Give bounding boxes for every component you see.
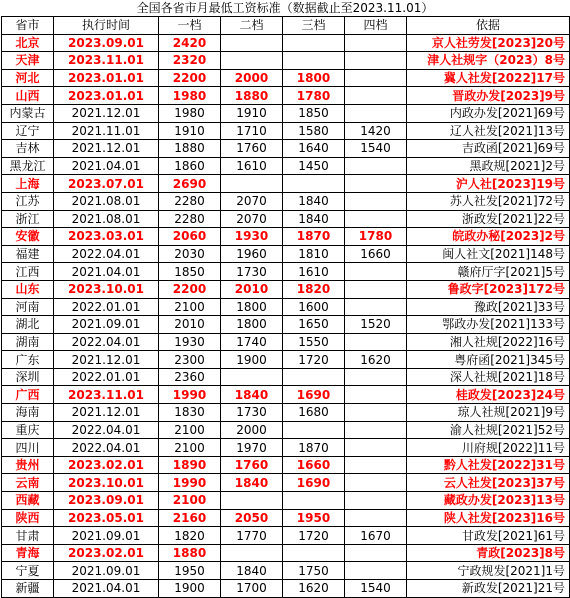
table-row	[2, 351, 570, 369]
cell-tier-1: 1950	[159, 562, 221, 580]
cell-basis: 陕人社发[2023]16号	[407, 509, 570, 527]
cell-basis: 粤府函[2021]345号	[407, 351, 570, 369]
cell-date: 2021.12.01	[54, 404, 159, 422]
cell-tier-4	[345, 404, 407, 422]
cell-basis: 川府规[2022]11号	[407, 439, 570, 457]
cell-tier-2	[221, 368, 283, 386]
cell-date: 2022.01.01	[54, 368, 159, 386]
cell-tier-2: 1730	[221, 404, 283, 422]
cell-tier-3: 1840	[283, 192, 345, 210]
cell-date: 2023.11.01	[54, 52, 159, 70]
cell-date: 2023.02.01	[54, 544, 159, 562]
cell-basis: 宁政规发[2021]1号	[407, 562, 570, 580]
cell-basis: 甘政发[2021]61号	[407, 527, 570, 545]
cell-tier-3: 1690	[283, 386, 345, 404]
cell-date: 2022.04.01	[54, 245, 159, 263]
cell-province: 甘肃	[2, 527, 54, 545]
cell-tier-2: 1880	[221, 87, 283, 105]
cell-basis: 吉政函[2021]69号	[407, 140, 570, 158]
cell-basis: 黑政规[2021]2号	[407, 157, 570, 175]
cell-tier-3: 1780	[283, 87, 345, 105]
cell-tier-1: 2030	[159, 245, 221, 263]
cell-date: 2023.09.01	[54, 492, 159, 510]
cell-tier-3: 1550	[283, 333, 345, 351]
cell-tier-2: 1840	[221, 562, 283, 580]
sheet-title: 全国各省市月最低工资标准（数据截止至2023.11.01）	[136, 1, 434, 15]
cell-province: 安徽	[2, 228, 54, 246]
cell-date: 2021.04.01	[54, 157, 159, 175]
cell-tier-1: 2100	[159, 421, 221, 439]
cell-tier-1: 1850	[159, 263, 221, 281]
cell-basis: 辽人社发[2021]13号	[407, 122, 570, 140]
cell-tier-1: 2100	[159, 439, 221, 457]
cell-basis: 皖政办秘[2023]2号	[407, 228, 570, 246]
cell-tier-4	[345, 52, 407, 70]
cell-tier-4: 1670	[345, 527, 407, 545]
cell-tier-1: 2280	[159, 192, 221, 210]
cell-tier-3: 1870	[283, 228, 345, 246]
cell-date: 2021.08.01	[54, 192, 159, 210]
cell-tier-1: 1990	[159, 474, 221, 492]
cell-basis: 桂政发[2023]24号	[407, 386, 570, 404]
cell-tier-4: 1540	[345, 140, 407, 158]
header-row	[2, 17, 570, 35]
cell-date: 2022.01.01	[54, 298, 159, 316]
cell-tier-2: 2000	[221, 69, 283, 87]
table-row	[2, 245, 570, 263]
cell-tier-4	[345, 333, 407, 351]
cell-tier-4	[345, 421, 407, 439]
cell-tier-2: 2000	[221, 421, 283, 439]
cell-tier-4	[345, 456, 407, 474]
cell-province: 云南	[2, 474, 54, 492]
cell-date: 2021.12.01	[54, 140, 159, 158]
cell-date: 2021.09.01	[54, 562, 159, 580]
cell-tier-3: 1820	[283, 280, 345, 298]
cell-tier-3: 1620	[283, 580, 345, 598]
cell-tier-4: 1540	[345, 580, 407, 598]
cell-province: 西藏	[2, 492, 54, 510]
cell-date: 2023.01.01	[54, 69, 159, 87]
cell-tier-4: 1660	[345, 245, 407, 263]
table-row	[2, 562, 570, 580]
cell-date: 2023.05.01	[54, 509, 159, 527]
header-date: 执行时间	[54, 17, 159, 35]
cell-basis: 赣府厅字[2021]5号	[407, 263, 570, 281]
cell-basis: 豫政[2021]33号	[407, 298, 570, 316]
cell-tier-1: 2100	[159, 298, 221, 316]
cell-tier-2	[221, 34, 283, 52]
cell-tier-4	[345, 87, 407, 105]
cell-tier-1: 2010	[159, 316, 221, 334]
cell-tier-1: 2360	[159, 368, 221, 386]
cell-tier-2: 1740	[221, 333, 283, 351]
cell-tier-4	[345, 492, 407, 510]
table-row	[2, 439, 570, 457]
cell-tier-4	[345, 298, 407, 316]
cell-province: 江苏	[2, 192, 54, 210]
table-row	[2, 580, 570, 598]
cell-tier-3: 1850	[283, 104, 345, 122]
cell-date: 2023.09.01	[54, 34, 159, 52]
table-row	[2, 34, 570, 52]
cell-province: 福建	[2, 245, 54, 263]
cell-tier-3: 1840	[283, 210, 345, 228]
cell-tier-2	[221, 175, 283, 193]
cell-province: 江西	[2, 263, 54, 281]
cell-tier-2: 1770	[221, 527, 283, 545]
cell-basis: 云人社发[2023]37号	[407, 474, 570, 492]
cell-tier-4	[345, 439, 407, 457]
cell-date: 2021.12.01	[54, 104, 159, 122]
cell-tier-4: 1780	[345, 228, 407, 246]
cell-date: 2023.07.01	[54, 175, 159, 193]
cell-tier-4	[345, 34, 407, 52]
cell-basis: 浙政发[2021]22号	[407, 210, 570, 228]
cell-tier-3: 1720	[283, 527, 345, 545]
cell-tier-4	[345, 210, 407, 228]
cell-date: 2023.11.01	[54, 386, 159, 404]
cell-tier-1: 1980	[159, 87, 221, 105]
header-tier-4: 四档	[345, 17, 407, 35]
header-tier-1: 一档	[159, 17, 221, 35]
cell-tier-1: 2160	[159, 509, 221, 527]
cell-tier-2: 1900	[221, 351, 283, 369]
cell-province: 新疆	[2, 580, 54, 598]
cell-basis: 苏人社发[2021]72号	[407, 192, 570, 210]
cell-province: 重庆	[2, 421, 54, 439]
cell-tier-2: 2010	[221, 280, 283, 298]
cell-tier-2: 1800	[221, 298, 283, 316]
cell-tier-2: 1730	[221, 263, 283, 281]
cell-date: 2021.04.01	[54, 263, 159, 281]
cell-province: 山东	[2, 280, 54, 298]
cell-tier-2: 1760	[221, 140, 283, 158]
cell-tier-4	[345, 104, 407, 122]
cell-tier-3: 1650	[283, 316, 345, 334]
table-row	[2, 87, 570, 105]
cell-tier-2: 1960	[221, 245, 283, 263]
table-row	[2, 192, 570, 210]
cell-date: 2023.02.01	[54, 456, 159, 474]
cell-tier-3	[283, 492, 345, 510]
table-row	[2, 333, 570, 351]
cell-tier-1: 2200	[159, 69, 221, 87]
cell-tier-1: 1830	[159, 404, 221, 422]
cell-basis: 京人社劳发[2023]20号	[407, 34, 570, 52]
cell-tier-2: 1760	[221, 456, 283, 474]
cell-province: 湖南	[2, 333, 54, 351]
cell-province: 四川	[2, 439, 54, 457]
cell-basis: 冀人社发[2022]17号	[407, 69, 570, 87]
cell-tier-2	[221, 544, 283, 562]
cell-tier-2: 1610	[221, 157, 283, 175]
cell-province: 贵州	[2, 456, 54, 474]
cell-province: 陕西	[2, 509, 54, 527]
cell-tier-3: 1610	[283, 263, 345, 281]
cell-basis: 渝人社规[2021]52号	[407, 421, 570, 439]
table-row	[2, 492, 570, 510]
cell-tier-1: 1860	[159, 157, 221, 175]
table-row	[2, 316, 570, 334]
table-row	[2, 404, 570, 422]
cell-tier-4	[345, 157, 407, 175]
cell-province: 内蒙古	[2, 104, 54, 122]
cell-date: 2023.03.01	[54, 228, 159, 246]
cell-basis: 新政发[2021]21号	[407, 580, 570, 598]
cell-province: 深圳	[2, 368, 54, 386]
cell-basis: 鲁政字[2023]172号	[407, 280, 570, 298]
cell-basis: 黔人社发[2022]31号	[407, 456, 570, 474]
cell-province: 黑龙江	[2, 157, 54, 175]
cell-basis: 琼人社规[2021]9号	[407, 404, 570, 422]
cell-basis: 鄂政办发[2021]133号	[407, 316, 570, 334]
cell-tier-4	[345, 175, 407, 193]
cell-province: 广东	[2, 351, 54, 369]
cell-tier-1: 1990	[159, 386, 221, 404]
cell-province: 河南	[2, 298, 54, 316]
cell-province: 宁夏	[2, 562, 54, 580]
cell-tier-4	[345, 544, 407, 562]
cell-date: 2023.10.01	[54, 280, 159, 298]
cell-tier-3	[283, 175, 345, 193]
cell-tier-4	[345, 562, 407, 580]
cell-province: 天津	[2, 52, 54, 70]
cell-province: 北京	[2, 34, 54, 52]
cell-tier-3: 1800	[283, 69, 345, 87]
table-row	[2, 474, 570, 492]
cell-basis: 沪人社[2023]19号	[407, 175, 570, 193]
cell-tier-4	[345, 192, 407, 210]
cell-tier-4: 1620	[345, 351, 407, 369]
cell-province: 辽宁	[2, 122, 54, 140]
cell-tier-3	[283, 34, 345, 52]
cell-tier-1: 2690	[159, 175, 221, 193]
cell-tier-3: 1950	[283, 509, 345, 527]
cell-date: 2021.11.01	[54, 122, 159, 140]
cell-basis: 津人社规字（2023）8号	[407, 52, 570, 70]
cell-tier-4	[345, 509, 407, 527]
cell-tier-1: 2300	[159, 351, 221, 369]
cell-tier-1: 1980	[159, 104, 221, 122]
cell-tier-3: 1750	[283, 562, 345, 580]
table-row	[2, 527, 570, 545]
cell-tier-1: 2320	[159, 52, 221, 70]
cell-date: 2022.04.01	[54, 421, 159, 439]
cell-tier-1: 1880	[159, 140, 221, 158]
cell-tier-2: 1970	[221, 439, 283, 457]
cell-date: 2021.08.01	[54, 210, 159, 228]
cell-tier-1: 2060	[159, 228, 221, 246]
cell-province: 海南	[2, 404, 54, 422]
table-row	[2, 421, 570, 439]
header-basis: 依据	[407, 17, 570, 35]
cell-date: 2021.12.01	[54, 351, 159, 369]
table-row	[2, 368, 570, 386]
cell-tier-2: 1710	[221, 122, 283, 140]
cell-basis: 深人社规[2021]18号	[407, 368, 570, 386]
table-row	[2, 175, 570, 193]
cell-date: 2023.10.01	[54, 474, 159, 492]
cell-date: 2022.04.01	[54, 333, 159, 351]
table-row	[2, 509, 570, 527]
table-row	[2, 280, 570, 298]
cell-tier-3: 1600	[283, 298, 345, 316]
header-province: 省市	[2, 17, 54, 35]
cell-tier-1: 2420	[159, 34, 221, 52]
cell-tier-2: 1910	[221, 104, 283, 122]
wage-sheet	[1, 1, 569, 596]
cell-tier-2: 1700	[221, 580, 283, 598]
cell-tier-3	[283, 421, 345, 439]
cell-tier-3: 1450	[283, 157, 345, 175]
cell-tier-3	[283, 544, 345, 562]
cell-basis: 青政[2023]8号	[407, 544, 570, 562]
cell-tier-2: 1840	[221, 386, 283, 404]
table-row	[2, 140, 570, 158]
cell-date: 2023.01.01	[54, 87, 159, 105]
table-row	[2, 104, 570, 122]
cell-date: 2021.04.01	[54, 580, 159, 598]
cell-tier-2: 2070	[221, 192, 283, 210]
cell-tier-3: 1690	[283, 474, 345, 492]
cell-province: 上海	[2, 175, 54, 193]
cell-tier-1: 2100	[159, 492, 221, 510]
cell-tier-1: 1910	[159, 122, 221, 140]
header-tier-3: 三档	[283, 17, 345, 35]
cell-tier-2	[221, 492, 283, 510]
cell-tier-2: 1930	[221, 228, 283, 246]
cell-tier-4	[345, 474, 407, 492]
cell-tier-4	[345, 263, 407, 281]
cell-province: 广西	[2, 386, 54, 404]
cell-tier-1: 2280	[159, 210, 221, 228]
table-row	[2, 263, 570, 281]
cell-tier-4	[345, 69, 407, 87]
cell-province: 青海	[2, 544, 54, 562]
cell-tier-2: 1800	[221, 316, 283, 334]
cell-province: 吉林	[2, 140, 54, 158]
cell-tier-4: 1420	[345, 122, 407, 140]
wage-table	[1, 16, 570, 598]
cell-tier-4	[345, 368, 407, 386]
cell-tier-3: 1810	[283, 245, 345, 263]
cell-tier-1: 1820	[159, 527, 221, 545]
table-row	[2, 122, 570, 140]
cell-tier-1: 2200	[159, 280, 221, 298]
cell-province: 湖北	[2, 316, 54, 334]
cell-province: 河北	[2, 69, 54, 87]
cell-tier-1: 1930	[159, 333, 221, 351]
cell-tier-2: 2070	[221, 210, 283, 228]
cell-date: 2021.09.01	[54, 316, 159, 334]
cell-tier-3: 1640	[283, 140, 345, 158]
cell-tier-3	[283, 52, 345, 70]
cell-basis: 闽人社文[2021]148号	[407, 245, 570, 263]
cell-tier-2: 1840	[221, 474, 283, 492]
table-row	[2, 386, 570, 404]
cell-basis: 湘人社规[2022]16号	[407, 333, 570, 351]
table-row	[2, 456, 570, 474]
cell-tier-3: 1580	[283, 122, 345, 140]
cell-tier-3: 1720	[283, 351, 345, 369]
cell-tier-4	[345, 280, 407, 298]
table-row	[2, 52, 570, 70]
cell-date: 2021.09.01	[54, 527, 159, 545]
table-body	[2, 34, 570, 597]
cell-basis: 晋政办发[2023]9号	[407, 87, 570, 105]
table-row	[2, 298, 570, 316]
cell-tier-2	[221, 52, 283, 70]
cell-tier-2: 2050	[221, 509, 283, 527]
table-row	[2, 210, 570, 228]
cell-tier-3: 1870	[283, 439, 345, 457]
cell-tier-1: 1900	[159, 580, 221, 598]
cell-tier-1: 1890	[159, 456, 221, 474]
cell-province: 山西	[2, 87, 54, 105]
cell-tier-3: 1660	[283, 456, 345, 474]
table-row	[2, 228, 570, 246]
cell-tier-4: 1520	[345, 316, 407, 334]
cell-basis: 内政办发[2021]69号	[407, 104, 570, 122]
cell-tier-3: 1680	[283, 404, 345, 422]
cell-tier-4	[345, 386, 407, 404]
table-row	[2, 544, 570, 562]
cell-date: 2022.04.01	[54, 439, 159, 457]
cell-province: 浙江	[2, 210, 54, 228]
table-row	[2, 69, 570, 87]
cell-tier-3	[283, 368, 345, 386]
header-tier-2: 二档	[221, 17, 283, 35]
table-row	[2, 157, 570, 175]
cell-tier-1: 1880	[159, 544, 221, 562]
cell-basis: 藏政办发[2023]13号	[407, 492, 570, 510]
